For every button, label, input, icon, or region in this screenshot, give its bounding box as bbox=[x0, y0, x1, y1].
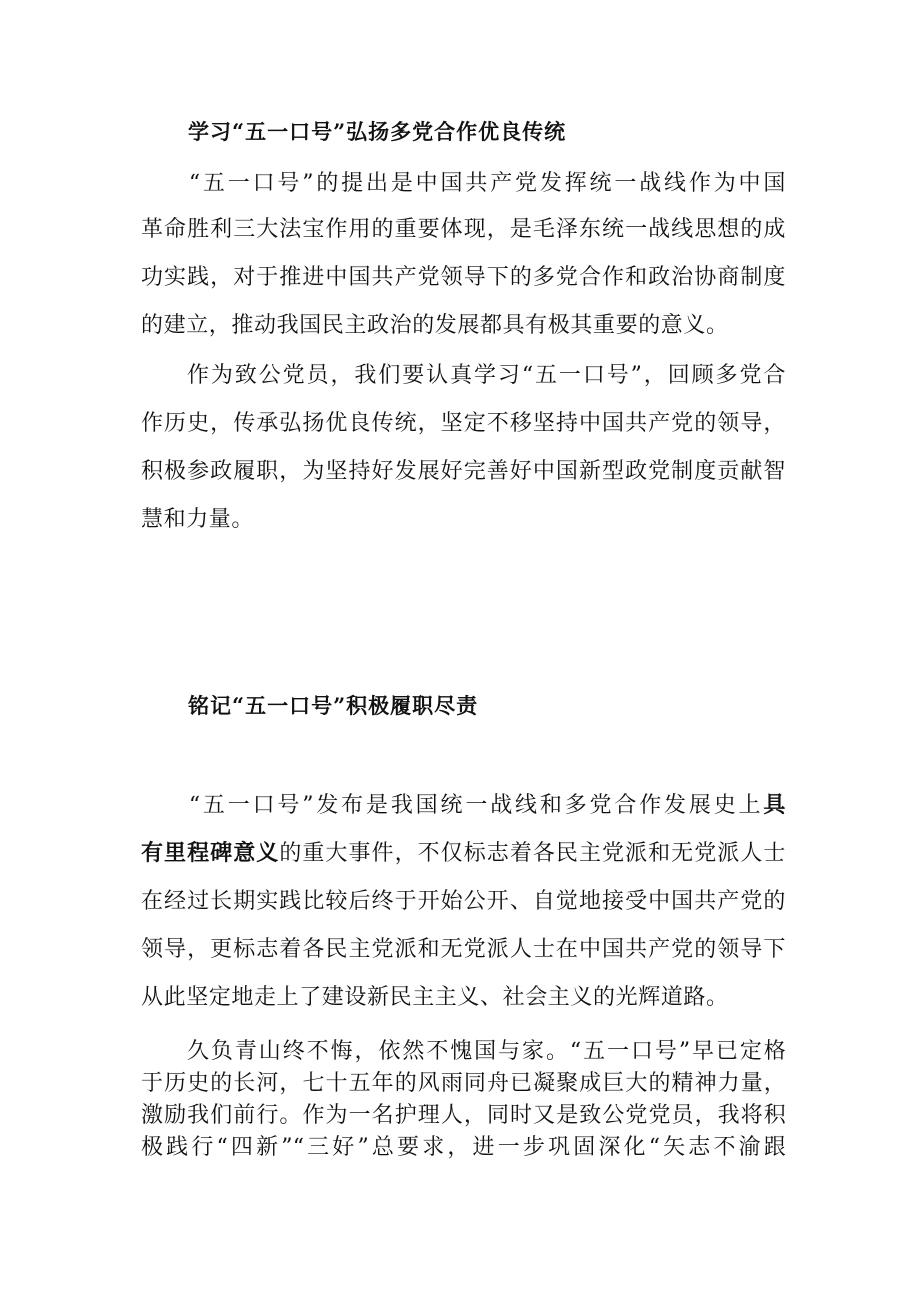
paragraph-line: 作历史，传承弘扬优良传统，坚定不移坚持中国共产党的领导， bbox=[141, 411, 786, 436]
paragraph-line: 作为致公党员，我们要认真学习“五一口号”，回顾多党合 bbox=[187, 363, 786, 388]
paragraph-line: 于历史的长河，七十五年的风雨同舟已凝聚成巨大的精神力量， bbox=[141, 1071, 786, 1096]
paragraph-line: 慧和力量。 bbox=[141, 507, 255, 532]
paragraph-line: 积极参政履职，为坚持好发展好完善好中国新型政党制度贡献智 bbox=[141, 459, 786, 484]
bold-text: 有里程碑意义 bbox=[141, 840, 280, 866]
bold-text: 具 bbox=[763, 792, 786, 818]
paragraph-line: 从此坚定地走上了建设新民主主义、社会主义的光辉道路。 bbox=[141, 985, 729, 1010]
paragraph-line bbox=[141, 836, 786, 867]
paragraph-line: 久负青山终不悔，依然不愧国与家。“五一口号”早已定格 bbox=[187, 1039, 786, 1064]
paragraph-line: 领导，更标志着各民主党派和无党派人士在中国共产党的领导下 bbox=[141, 937, 786, 962]
section-title-1: 学习“五一口号”弘扬多党合作优良传统 bbox=[188, 119, 567, 144]
paragraph-text: 的重大事件，不仅标志着各民主党派和无党派人士 bbox=[279, 841, 786, 866]
paragraph-text: “五一口号”发布是我国统一战线和多党合作发展史上 bbox=[164, 793, 764, 818]
paragraph-line: 激励我们前行。作为一名护理人，同时又是致公党党员，我将积 bbox=[141, 1103, 786, 1128]
section-title-2: 铭记“五一口号”积极履职尽责 bbox=[188, 693, 479, 718]
paragraph-line: “五一口号”的提出是中国共产党发挥统一战线作为中国 bbox=[164, 171, 786, 196]
paragraph-line: 在经过长期实践比较后终于开始公开、自觉地接受中国共产党的 bbox=[141, 889, 786, 914]
paragraph-line: 革命胜利三大法宝作用的重要体现，是毛泽东统一战线思想的成 bbox=[141, 217, 786, 242]
paragraph-line: 的建立，推动我国民主政治的发展都具有极其重要的意义。 bbox=[141, 313, 729, 338]
paragraph-line: 功实践，对于推进中国共产党领导下的多党合作和政治协商制度 bbox=[141, 265, 786, 290]
paragraph-line: 极践行“四新”“三好”总要求，进一步巩固深化“矢志不渝跟 bbox=[141, 1135, 786, 1160]
paragraph-line bbox=[164, 788, 786, 819]
